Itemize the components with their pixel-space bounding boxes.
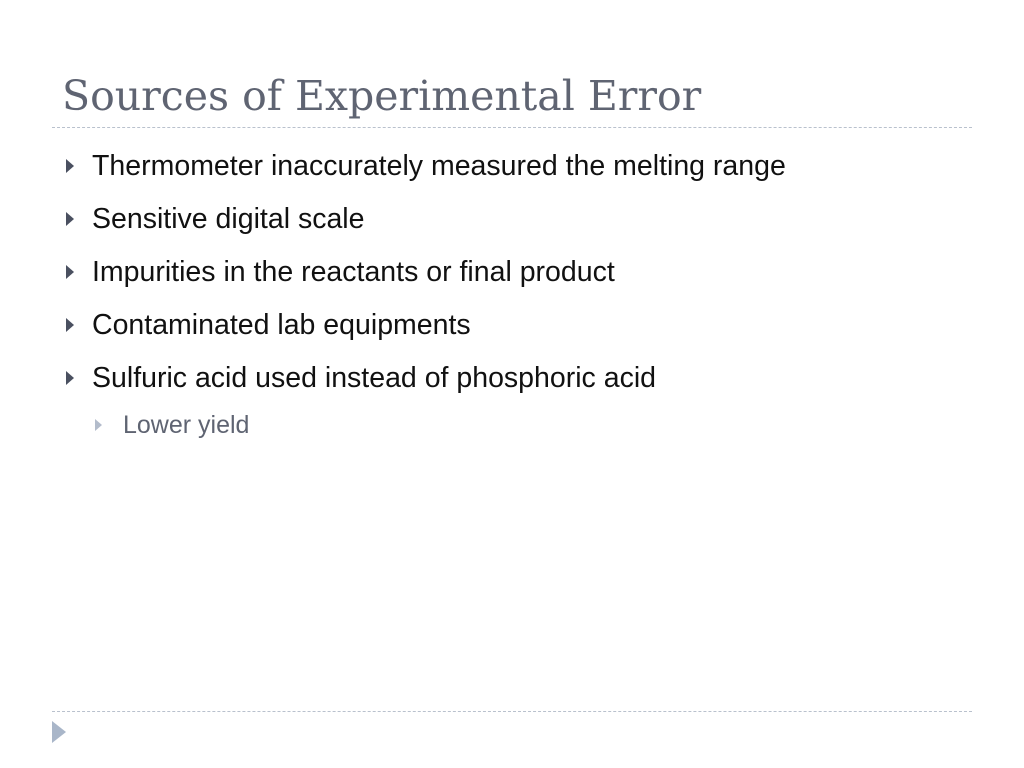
triangle-bullet-icon: [66, 212, 74, 226]
bullet-item: [0, 247, 786, 300]
next-slide-arrow-icon[interactable]: [52, 721, 66, 743]
triangle-bullet-icon: [66, 371, 74, 385]
bullet-text: Contaminated lab equipments: [92, 309, 471, 341]
bullet-item: [0, 300, 786, 353]
triangle-bullet-icon: [66, 159, 74, 173]
triangle-bullet-icon: [66, 318, 74, 332]
bullet-item: [0, 353, 786, 406]
title-divider: [52, 127, 972, 128]
bullet-item: [0, 141, 786, 194]
sub-bullet-item: [0, 406, 786, 456]
slide-title: Sources of Experimental Error: [62, 72, 702, 120]
bullet-text: Impurities in the reactants or final product: [92, 256, 615, 288]
bullet-text: Sulfuric acid used instead of phosphoric acid: [92, 362, 657, 394]
bullet-text: Sensitive digital scale: [92, 203, 365, 235]
footer-divider: [52, 711, 972, 712]
triangle-sub-bullet-icon: [95, 419, 102, 431]
bullet-item: [0, 194, 786, 247]
sub-bullet-text: Lower yield: [123, 411, 250, 439]
bullet-text: Thermometer inaccurately measured the melting range: [92, 150, 786, 182]
triangle-bullet-icon: [66, 265, 74, 279]
bullet-list: [0, 141, 786, 456]
